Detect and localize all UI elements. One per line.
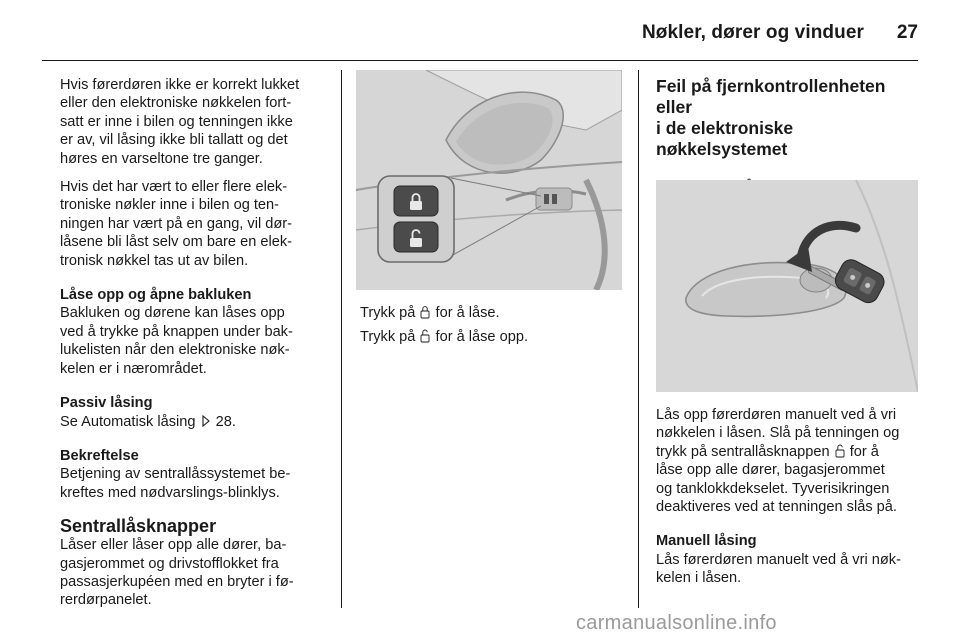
column-left [60, 76, 332, 620]
column-middle [360, 304, 628, 353]
paragraph-manual-unlock [656, 406, 924, 516]
page-title: Nøkler, dører og vinduer [641, 22, 864, 43]
subheading-manual-lock: Manuell låsing [656, 533, 757, 550]
text: Trykk på [360, 305, 420, 321]
caption-lock [360, 304, 628, 322]
column-right-lower [656, 406, 924, 598]
paragraph: Betjening av sentrallåssystemet be- kreftes med nødvarslings-blinklys. [60, 466, 291, 501]
paragraph: Hvis førerdøren ikke er korrekt lukket eller den elektroniske nøkkelen fort- satt er inne i bilen og tenningen ikke er av, vil låsing ikke bli tallatt og det høres en varseltone tre ganger. [60, 77, 300, 167]
key-in-door-lock-illustration [656, 180, 918, 392]
header-rule [42, 60, 918, 61]
key-lock-drawing [656, 180, 918, 392]
text: Se Automatisk låsing [60, 413, 200, 430]
paragraph-passive-locking [60, 413, 332, 431]
text: Trykk på [360, 329, 420, 346]
subheading-trunk: Låse opp og åpne bakluken [60, 287, 252, 304]
paragraph: Bakluken og dørene kan låses opp ved å trykke på knappen under bak- lukelisten når den elektroniske nøk- kelen er i nærområdet. [60, 305, 293, 377]
column-divider [341, 70, 342, 608]
watermark: carmanualsonline.info [576, 612, 777, 634]
column-right [656, 76, 924, 196]
unlock-icon [420, 329, 430, 343]
text: for å låse opp alle dører, bagasjerommet og tanklokkdekselet. Tyverisikringen deaktiveres ved at tenningen slås på. [656, 443, 897, 516]
paragraph: Låser eller låser opp alle dører, ba- gasjerommet og drivstofflokket fra passasjerkupéen med en bryter i fø- rerdørpanelet. [60, 537, 294, 609]
subheading-passive-locking: Passiv låsing [60, 395, 153, 412]
caption-unlock [360, 328, 628, 346]
section-heading-central-lock: Sentrallåsknapper [60, 516, 217, 537]
section-heading-remote-fault: Feil på fjernkontrollenheten eller i de elektroniske nøkkelsystemet [656, 76, 886, 159]
page-reference[interactable]: 28. [215, 413, 236, 430]
paragraph-manual-lock: Lås førerdøren manuelt ved å vri nøk- kelen i låsen. [656, 551, 901, 587]
text: for å låse opp. [431, 329, 529, 346]
text: Lås opp førerdøren manuelt ved å vri nøkkelen i låsen. Slå på tenningen og trykk på sentrallåsknappen [656, 407, 900, 460]
page-number: 27 [896, 22, 918, 43]
triangle-arrow-icon [201, 414, 211, 428]
column-divider [638, 70, 639, 608]
door-panel-illustration [356, 70, 622, 290]
lock-icon [420, 305, 430, 319]
subheading-confirmation: Bekreftelse [60, 447, 139, 464]
unlock-icon [835, 444, 845, 458]
paragraph: Hvis det har vært to eller flere elek- troniske nøkler inne i bilen og ten- ningen har vært på en gang, vil dør- låsene bli låst selv om bare en elek- tronisk nøkkel tas ut av bilen. [60, 179, 293, 269]
text: for å låse. [431, 305, 500, 321]
door-panel-drawing [356, 70, 622, 290]
